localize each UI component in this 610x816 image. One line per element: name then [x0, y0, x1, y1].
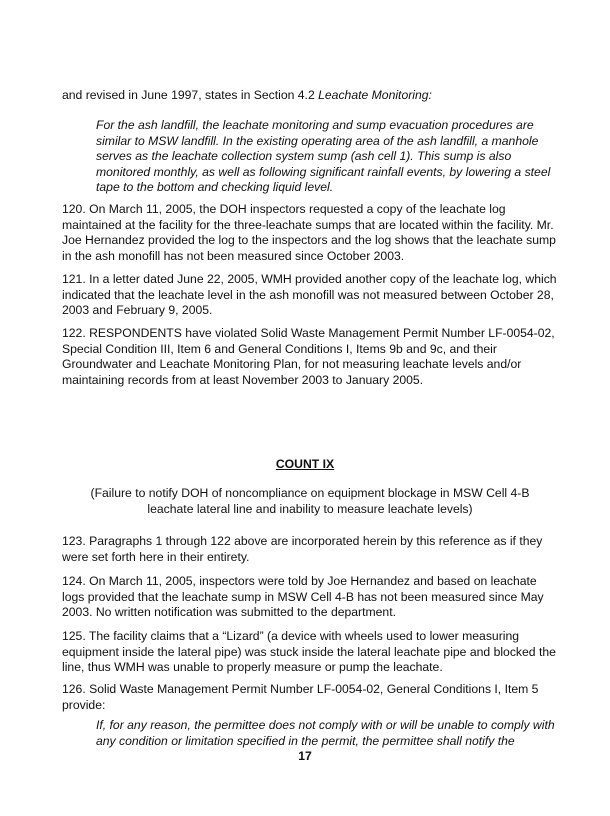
block-quote-permit-condition: If, for any reason, the permittee does not comply with or will be unable to comply with any condition or limitation specified in the permit, the permittee shall notify the — [96, 718, 555, 748]
page-number: 17 — [298, 749, 312, 763]
block-quote-ash-landfill: For the ash landfill, the leachate monitoring and sump evacuation procedures are similar to MSW landfill. In the existing operating area of the ash landfill, a manhole serves as the leachate collection system sump (ash cell 1). This sump is also monitored monthly, as well as following significant rainfall events, by lowering a steel tape to the bottom and checking liquid level. — [96, 118, 551, 194]
paragraph-120: 120. On March 11, 2005, the DOH inspectors requested a copy of the leachate log maintained at the facility for the three-leachate sumps that are located within the facility. Mr. Joe Hernandez provided the log to the inspectors and the log shows that the leachate sump in the ash monofill has not been measured since October 2003. — [62, 202, 556, 263]
count-subtitle: (Failure to notify DOH of noncompliance on equipment blockage in MSW Cell 4-B leachate lateral line and inability to measure leachate levels) — [90, 486, 530, 516]
paragraph-125: 125. The facility claims that a “Lizard” (a device with wheels used to lower measuring equipment inside the lateral pipe) was stuck inside the lateral leachate pipe and blocked the line, thus WMH was unable to properly measure or pump the leachate. — [62, 629, 556, 674]
paragraph-124: 124. On March 11, 2005, inspectors were told by Joe Hernandez and based on leachate logs provided that the leachate sump in MSW Cell 4-B has not been measured since May 2003. No written notification was submitted to the department. — [62, 574, 544, 619]
paragraph-126: 126. Solid Waste Management Permit Number LF-0054-02, General Conditions I, Item 5 provide: — [62, 682, 539, 712]
paragraph-121: 121. In a letter dated June 22, 2005, WMH provided another copy of the leachate log, which indicated that the leachate level in the ash monofill was not measured between October 28, 2003 and February 9, 2005. — [62, 272, 557, 317]
paragraph-122: 122. RESPONDENTS have violated Solid Waste Management Permit Number LF-0054-02, Special Condition III, Item 6 and General Conditions I, Items 9b and 9c, and their Groundwater and Leachate Monitoring Plan, for not measuring leachate levels and/or maintaining records from at least November 2003 to January 2005. — [62, 326, 555, 387]
intro-section-title: Leachate Monitoring: — [318, 88, 432, 102]
intro-text: and revised in June 1997, states in Section 4.2 — [62, 88, 319, 102]
count-heading: COUNT IX — [275, 457, 335, 471]
intro-paragraph — [62, 88, 562, 104]
paragraph-123: 123. Paragraphs 1 through 122 above are incorporated herein by this reference as if they were set forth here in their entirety. — [62, 534, 543, 564]
